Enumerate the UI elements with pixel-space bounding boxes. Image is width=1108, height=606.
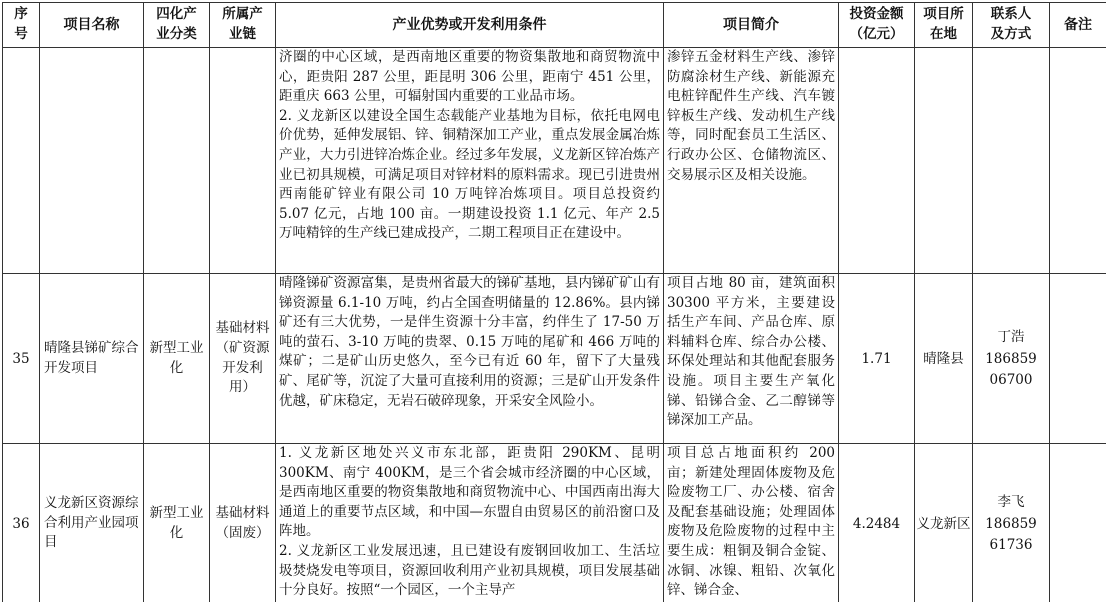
- cell-conditions: 晴隆锑矿资源富集，是贵州省最大的锑矿基地，县内锑矿矿山有锑资源量 6.1-10 万吨，约占全国查明储量的 12.86%。县内锑矿还有三大优势，一是伴生资源十分丰富，约伴生了 17-50 万吨的萤石、3-10 万吨的贵翠、0.15 万吨的尾矿和 466 万吨的煤矿；二是矿山历史悠久，至今已有近 60 年，留下了大量残矿、尾矿等，沉淀了大量可直接利用的资源；三是矿山开发条件优越，矿床稳定，无岩石破碎现象，开采安全风险小。: [276, 274, 664, 444]
- header-notes: 备注: [1050, 3, 1107, 48]
- cell-category: [144, 48, 210, 274]
- cell-project-name: 义龙新区资源综合利用产业园项目: [40, 444, 144, 603]
- cell-industry-chain: 基础材料（矿资源开发利用）: [210, 274, 276, 444]
- header-seq: 序 号: [3, 3, 40, 48]
- cell-investment: 1.71: [839, 274, 915, 444]
- cell-notes: [1050, 48, 1107, 274]
- cell-conditions: 济圈的中心区域，是西南地区重要的物资集散地和商贸物流中心，距贵阳 287 公里，距昆明 306 公里，距南宁 451 公里，距重庆 663 公里，可辐射国内重要的工业品市场。 2. 义龙新区以建设全国生态载能产业基地为目标，依托电网电价优势，延伸发展铝、锌、铜精深加工产业，重点发展金属冶炼产业，大力引进锌冶炼企业。经过多年发展，义龙新区锌冶炼产业已初具规模，可满足项目对锌材料的原料需求。现已引进贵州西南能矿锌业有限公司 10 万吨锌冶炼项目。项目总投资约 5.07 亿元，占地 100 亩。一期建设投资 1.1 亿元、年产 2.5 万吨精锌的生产线已建成投产，二期工程项目正在建设中。: [276, 48, 664, 274]
- cell-category: 新型工业化: [144, 444, 210, 603]
- header-location: 项目所 在地: [915, 3, 973, 48]
- cell-contact: 李飞 186859 61736: [973, 444, 1050, 603]
- header-investment: 投资金额 （亿元）: [839, 3, 915, 48]
- cell-introduction: 项目占地 80 亩，建筑面积 30300 平方米，主要建设括生产车间、产品仓库、原料辅料仓库、综合办公楼、环保处理站和其他配套服务设施。项目主要生产氧化锑、铅锑合金、乙二醇锑等锑深加工产品。: [664, 274, 839, 444]
- cell-location: 义龙新区: [915, 444, 973, 603]
- cell-industry-chain: [210, 48, 276, 274]
- cell-notes: [1050, 444, 1107, 603]
- header-introduction: 项目简介: [664, 3, 839, 48]
- cell-introduction: 项目总占地面积约 200 亩；新建处理固体废物及危险废物工厂、办公楼、宿舍及配套基础设施；处理固体废物及危险废物的过程中主要生成：粗铜及铜合金锭、冰铜、冰镍、粗铅、次氧化锌、锑合金、: [664, 444, 839, 603]
- cell-project-name: 晴隆县锑矿综合开发项目: [40, 274, 144, 444]
- table-header-row: [3, 3, 1107, 48]
- cell-contact: 丁浩 186859 06700: [973, 274, 1050, 444]
- header-industry-chain: 所属产 业链: [210, 3, 276, 48]
- cell-investment: 4.2484: [839, 444, 915, 603]
- cell-location: 晴隆县: [915, 274, 973, 444]
- header-contact: 联系人 及方式: [973, 3, 1050, 48]
- cell-notes: [1050, 274, 1107, 444]
- cell-introduction: 渗锌五金材料生产线、渗锌防腐涂材生产线、新能源充电桩锌配件生产线、汽车镀锌板生产线、发动机生产线等，同时配套员工生活区、行政办公区、仓储物流区、交易展示区及相关设施。: [664, 48, 839, 274]
- cell-industry-chain: 基础材料（固废）: [210, 444, 276, 603]
- header-conditions: 产业优势或开发利用条件: [276, 3, 664, 48]
- cell-seq: 35: [3, 274, 40, 444]
- cell-conditions: 1. 义龙新区地处兴义市东北部，距贵阳 290KM、昆明 300KM、南宁 400KM，是三个省会城市经济圈的中心区域，是西南地区重要的物资集散地和商贸物流中心、中国西南出海大通道上的重要节点区域，和中国—东盟自由贸易区的前沿窗口及阵地。 2. 义龙新区工业发展迅速，且已建设有废钢回收加工、生活垃圾焚烧发电等项目，资源回收利用产业初具规模，项目发展基础十分良好。按照“一个园区，一个主导产: [276, 444, 664, 603]
- project-table: [2, 2, 1106, 602]
- table-row: [3, 444, 1107, 603]
- header-project-name: 项目名称: [40, 3, 144, 48]
- cell-investment: [839, 48, 915, 274]
- cell-category: 新型工业化: [144, 274, 210, 444]
- cell-contact: [973, 48, 1050, 274]
- cell-location: [915, 48, 973, 274]
- header-category: 四化产 业分类: [144, 3, 210, 48]
- cell-seq: 36: [3, 444, 40, 603]
- table-row: [3, 274, 1107, 444]
- cell-project-name: [40, 48, 144, 274]
- cell-seq: [3, 48, 40, 274]
- table-row: [3, 48, 1107, 274]
- document-page: [2, 2, 1106, 602]
